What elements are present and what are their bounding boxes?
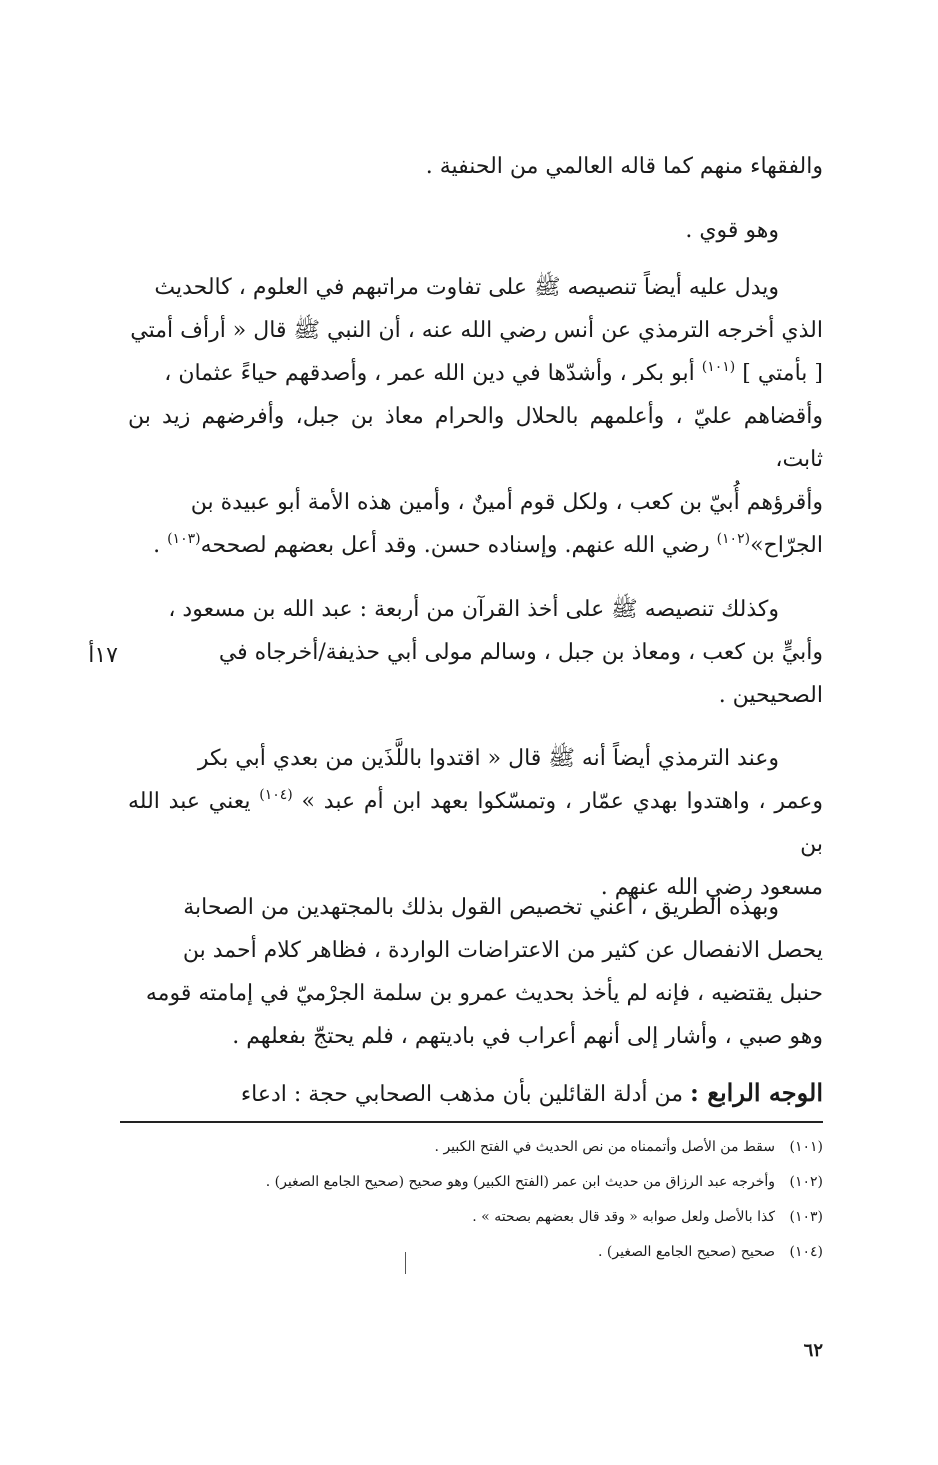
text-line: الذي أخرجه الترمذي عن أنس رضي الله عنه ، أن النبي ﷺ قال « أرأف أمتي	[130, 318, 823, 343]
paragraph-7	[128, 1071, 823, 1116]
paragraph-4	[128, 588, 823, 717]
footnote-number: (١٠٢)	[789, 1174, 823, 1190]
text-segment: أبو بكر ، وأشدّها في دين الله عمر ، وأصدقهم حياءً عثمان ،	[164, 361, 702, 386]
text-line: وأبيٍّ بن كعب ، ومعاذ بن جبل ، وسالم مولى أبي حذيفة/أخرجاه في	[218, 640, 823, 665]
text-line: وهو صبي ، وأشار إلى أنهم أعراب في باديتهم ، فلم يحتجّ بفعلهم .	[232, 1024, 823, 1049]
text-line	[128, 352, 823, 395]
text-line: وهو قوي .	[685, 218, 779, 243]
section-heading: الوجه الرابع :	[690, 1078, 823, 1107]
paragraph-1	[128, 145, 823, 188]
text-segment: وعمر ، واهتدوا بهدي عمّار ، وتمسّكوا بعهد ابن أم عبد »	[292, 789, 824, 814]
text-segment: الجرّاح»	[750, 533, 823, 558]
text-line	[128, 524, 823, 567]
footnote-item	[123, 1165, 823, 1200]
text-segment: يعني عبد الله بن	[128, 789, 823, 857]
footnote-text: صحيح (صحيح الجامع الصغير) .	[598, 1244, 775, 1260]
text-line: وعند الترمذي أيضاً أنه ﷺ قال « اقتدوا باللَّذَين من بعدي أبي بكر	[197, 746, 779, 771]
footnote-item	[123, 1130, 823, 1165]
page-number: ٦٢	[803, 1340, 823, 1361]
footnote-number: (١٠٤)	[789, 1244, 823, 1260]
footnote-text: وأخرجه عبد الرزاق من حديث ابن عمر (الفتح الكبير) وهو صحيح (صحيح الجامع الصغير) .	[265, 1174, 775, 1190]
footnote-ref-103: (١٠٣)	[167, 531, 201, 547]
scan-mark	[405, 1252, 406, 1274]
text-segment: من أدلة القائلين بأن مذهب الصحابي حجة : ادعاء	[240, 1082, 690, 1107]
text-segment: رضي الله عنهم. وإسناده حسن. وقد أعل بعضهم لصححه	[200, 533, 717, 558]
text-line: يحصل الانفصال عن كثير من الاعتراضات الواردة ، فظاهر كلام أحمد بن	[182, 938, 823, 963]
text-line	[128, 780, 823, 866]
paragraph-5	[128, 737, 823, 909]
footnotes	[123, 1130, 823, 1270]
text-segment: [ بأمتي ]	[735, 361, 823, 386]
paragraph-3	[128, 266, 823, 567]
text-segment: .	[153, 533, 168, 558]
margin-folio-note: ١٧أ	[88, 643, 118, 668]
footnote-number: (١٠١)	[789, 1139, 823, 1155]
footnote-text: سقط من الأصل وأتممناه من نص الحديث في الفتح الكبير .	[434, 1139, 775, 1155]
footnote-item	[123, 1235, 823, 1270]
footnote-ref-104: (١٠٤)	[259, 787, 293, 803]
text-line: والفقهاء منهم كما قاله العالمي من الحنفية .	[425, 154, 823, 179]
text-line: الصحيحين .	[718, 683, 823, 708]
footnote-item	[123, 1200, 823, 1235]
text-line: وأقرؤهم أُبيّ بن كعب ، ولكل قوم أمينٌ ، وأمين هذه الأمة أبو عبيدة بن	[190, 490, 823, 515]
text-line: وبهذه الطريق ، أعني تخصيص القول بذلك بالمجتهدين من الصحابة	[183, 895, 779, 920]
text-line: حنبل يقتضيه ، فإنه لم يأخذ بحديث عمرو بن سلمة الجرْميّ في إمامته قومه	[145, 981, 823, 1006]
footnote-text: كذا بالأصل ولعل صوابه « وقد قال بعضهم بصحته » .	[472, 1209, 775, 1225]
text-line: وكذلك تنصيصه ﷺ على أخذ القرآن من أربعة : عبد الله بن مسعود ،	[168, 597, 779, 622]
footnote-ref-102: (١٠٢)	[716, 531, 751, 547]
text-line: وأقضاهم عليّ ، وأعلمهم بالحلال والحرام معاذ بن جبل، وأفرضهم زيد بن ثابت،	[128, 404, 823, 472]
footnote-divider	[120, 1121, 823, 1123]
footnote-ref-101: (١٠١)	[701, 359, 736, 375]
paragraph-6	[128, 886, 823, 1058]
footnote-number: (١٠٣)	[789, 1209, 823, 1225]
text-line: مسعود رضي الله عنهم .	[600, 875, 823, 900]
text-line: ويدل عليه أيضاً تنصيصه ﷺ على تفاوت مراتبهم في العلوم ، كالحديث	[154, 275, 779, 300]
text-line	[128, 1071, 823, 1116]
paragraph-2	[128, 209, 823, 252]
